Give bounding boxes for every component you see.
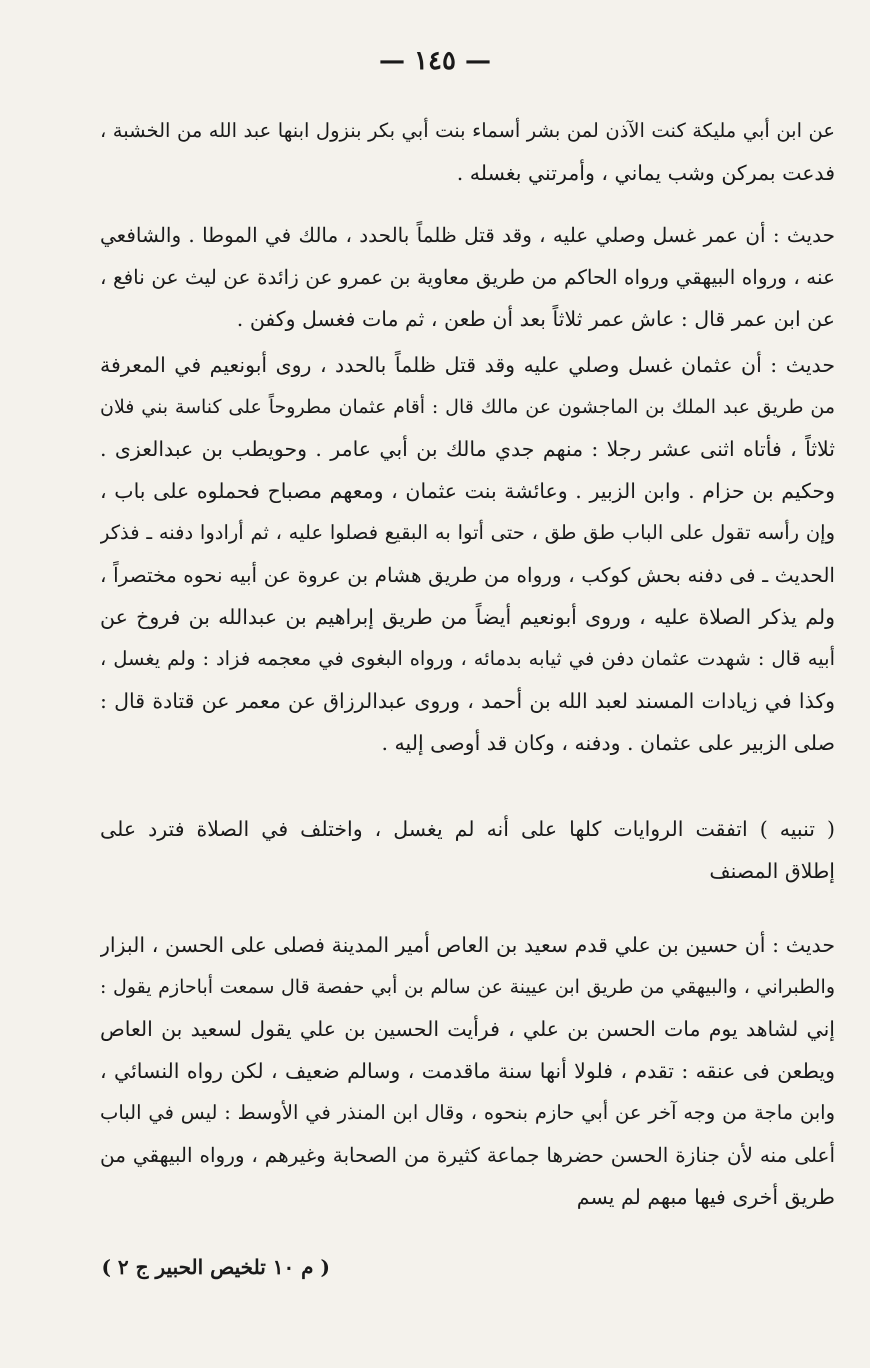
text-line: صلى الزبير على عثمان . ودفنه ، وكان قد أوصى إليه . (381, 731, 835, 755)
text-line: حديث : أن عثمان غسل وصلي عليه وقد قتل ظلماً بالحدد ، روى أبونعيم في المعرفة (100, 353, 835, 377)
paragraph-2-hadith-umar (100, 214, 835, 340)
text-line: أبيه قال : شهدت عثمان دفن في ثيابه بدمائه ، ورواه البغوى في معجمه فزاد : ولم يغسل ، (100, 647, 835, 670)
text-line: وحكيم بن حزام . وابن الزبير . وعائشة بنت عثمان ، ومعهم مصباح فحملوه على باب ، (100, 479, 835, 503)
text-line: وكذا في زيادات المسند لعبد الله بن أحمد ، وروى عبدالرزاق عن معمر عن قتادة قال : (100, 689, 835, 713)
paragraph-4-note (100, 808, 835, 892)
text-line: حديث : أن حسين بن علي قدم سعيد بن العاص أمير المدينة فصلى على الحسن ، البزار (100, 933, 835, 957)
text-line: الحديث ـ فى دفنه بحش كوكب ، ورواه من طريق هشام بن عروة عن أبيه نحوه مختصراً ، (100, 563, 835, 587)
text-line: ثلاثاً ، فأتاه اثنى عشر رجلا : منهم جدي مالك بن أبي عامر . وحويطب بن عبدالعزى . (100, 437, 835, 461)
text-line: طريق أخرى فيها مبهم لم يسم (576, 1185, 835, 1209)
text-line: فدعت بمركن وشب يماني ، وأمرتني بغسله . (456, 161, 835, 185)
text-line: عنه ، ورواه البيهقي ورواه الحاكم من طريق معاوية بن عمرو عن زائدة عن ليث عن نافع ، (100, 265, 835, 289)
text-line: وإن رأسه تقول على الباب طق طق ، حتى أتوا به البقيع فصلوا عليه ، ثم أرادوا دفنه ـ فذكر (100, 521, 835, 544)
text-line: حديث : أن عمر غسل وصلي عليه ، وقد قتل ظلماً بالحدد ، مالك في الموطا . والشافعي (100, 223, 835, 247)
text-line: إطلاق المصنف (709, 859, 835, 883)
paragraph-1 (100, 110, 835, 194)
text-line: والطبراني ، والبيهقي من طريق ابن عيينة عن سالم بن أبي حفصة قال سمعت أباحازم يقول : (100, 976, 835, 998)
text-line: من طريق عبد الملك بن الماجشون عن مالك قال : أقام عثمان مطروحاً على كناسة بني فلان (100, 396, 835, 418)
text-line: ويطعن فى عنقه : تقدم ، فلولا أنها سنة ماقدمت ، وسالم ضعيف ، لكن رواه النسائي ، (100, 1059, 835, 1083)
paragraph-5-hadith-husayn (100, 924, 835, 1218)
text-line: عن ابن عمر قال : عاش عمر ثلاثاً بعد أن طعن ، ثم مات فغسل وكفن . (236, 307, 835, 331)
text-line: أعلى منه لأن جنازة الحسن حضرها جماعة كثيرة من الصحابة وغيرهم ، ورواه البيهقي من (100, 1143, 835, 1167)
page-number: — ١٤٥ — (378, 46, 492, 76)
text-line: ولم يذكر الصلاة عليه ، وروى أبونعيم أيضاً من طريق إبراهيم بن عبدالله بن فروخ عن (100, 605, 835, 629)
text-line: ( تنبيه ) اتفقت الروايات كلها على أنه لم يغسل ، واختلف في الصلاة فترد على (100, 817, 835, 841)
footer-signature: ( م ١٠ تلخيص الحبير ج ٢ ) (101, 1255, 330, 1279)
text-line: إني لشاهد يوم مات الحسن بن علي ، فرأيت الحسين بن علي يقول لسعيد بن العاص (100, 1017, 835, 1041)
text-line: عن ابن أبي مليكة كنت الآذن لمن بشر أسماء بنت أبي بكر بنزول ابنها عبد الله من الخشبة ، (100, 119, 835, 142)
text-line: وابن ماجة من وجه آخر عن أبي حازم بنحوه ، وقال ابن المنذر في الأوسط : ليس في الباب (100, 1101, 835, 1124)
paragraph-3-hadith-uthman (100, 344, 835, 764)
